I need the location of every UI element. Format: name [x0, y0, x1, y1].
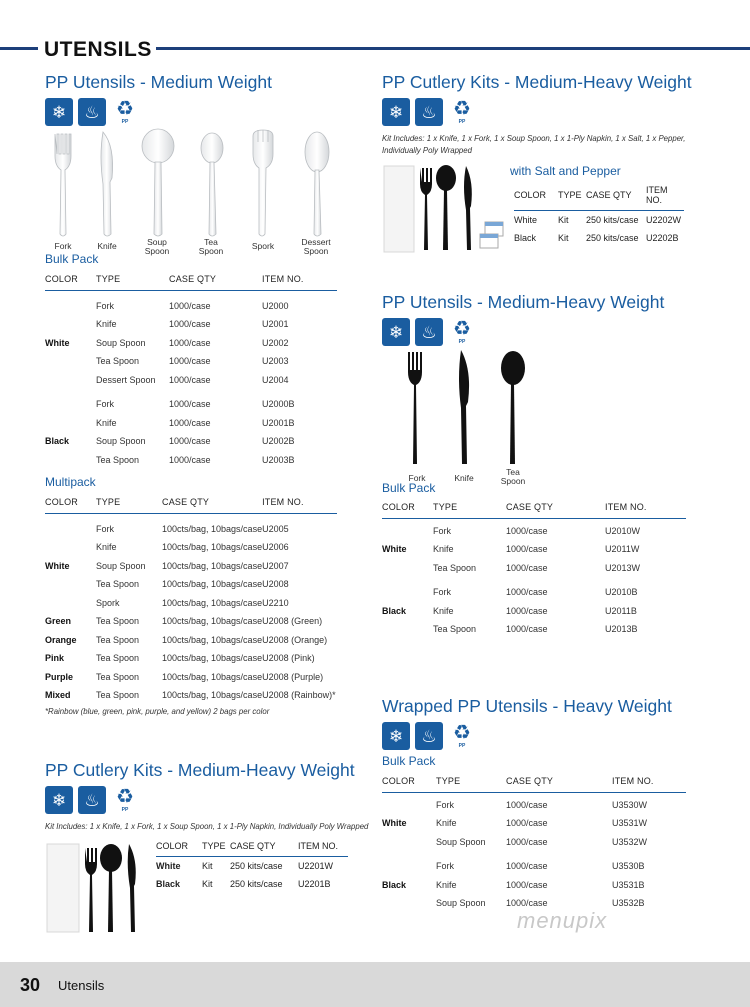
freezer-icon: ❄ [382, 98, 410, 126]
section-title: PP Cutlery Kits - Medium-Heavy Weight [382, 72, 692, 92]
table-row: Tea Spoon 1000/case U2003 [96, 356, 289, 367]
bulk-pack-title: Bulk Pack [382, 481, 436, 495]
multipack-rows [45, 514, 337, 705]
col-item-no: ITEM NO. [262, 493, 337, 514]
hot-food-icon: ♨ [78, 786, 106, 814]
hot-food-icon: ♨ [78, 98, 106, 126]
kit-block [45, 838, 337, 938]
spork-image [253, 130, 273, 236]
bulk-rows [45, 291, 337, 470]
label-tea-spoon: Tea Spoon [500, 467, 526, 486]
col-item-no: ITEM NO. [605, 498, 686, 519]
knife-image [101, 132, 113, 236]
table-row: Tea Spoon 1000/case U2013B [433, 624, 638, 635]
col-color: COLOR [382, 498, 433, 519]
black-kit-image [45, 838, 145, 936]
table-row: Fork 1000/case U2010B [433, 587, 638, 598]
table-row: White Knife 1000/case U2011W [382, 544, 640, 555]
table-row: Black Knife 1000/case U2011B [382, 605, 637, 616]
table-row: Fork 1000/case U2000B [96, 399, 295, 410]
col-color: COLOR [156, 838, 202, 857]
label-spork: Spork [251, 241, 275, 251]
col-case-qty: CASE QTY [230, 838, 298, 857]
kit-block [382, 164, 687, 256]
table-row: Black Soup Spoon 1000/case U2002B [45, 436, 295, 447]
section-cutlery-kits-left [45, 760, 369, 938]
recycle-pp-icon [448, 722, 476, 750]
col-item-no: ITEM NO. [262, 270, 337, 291]
table-header-row [382, 772, 686, 793]
bulk-pack-title: Bulk Pack [382, 754, 436, 768]
label-tea-spoon: Tea Spoon [198, 237, 224, 256]
col-item-no: ITEM NO. [646, 182, 684, 211]
table-header-row [382, 498, 686, 519]
recycle-pp-icon [111, 786, 139, 814]
table-row: White Knife 1000/case U3531W [382, 818, 648, 829]
table-header-row [156, 838, 348, 857]
utensil-illustrations [382, 346, 687, 486]
table-header-row [45, 270, 337, 291]
table-row: Soup Spoon 1000/case U3532W [436, 836, 648, 847]
label-knife: Knife [97, 241, 117, 251]
utensil-illustrations [45, 126, 337, 256]
page-title: UTENSILS [44, 38, 152, 61]
hot-food-icon: ♨ [415, 98, 443, 126]
col-case-qty: CASE QTY [586, 182, 646, 211]
recycle-pp-icon [448, 318, 476, 346]
hot-food-icon: ♨ [415, 318, 443, 346]
section-title: Wrapped PP Utensils - Heavy Weight [382, 696, 672, 716]
col-color: COLOR [382, 772, 436, 793]
table-row: Black Kit 250 kits/case U2201B [156, 878, 331, 889]
table-row: White Kit 250 kits/case U2202W [514, 214, 682, 225]
multipack-title: Multipack [45, 475, 96, 489]
recycle-code: PP [121, 806, 129, 813]
table-row: Fork 1000/case U3530W [436, 799, 648, 810]
col-color: COLOR [514, 182, 558, 211]
table-row: Green Tea Spoon 100cts/bag, 10bags/case U2008 (Green) [45, 616, 323, 627]
kit-includes-note-2: Individually Poly Wrapped [382, 145, 472, 155]
feature-icons [382, 722, 687, 750]
feature-icons [45, 98, 337, 126]
recycle-pp-icon [448, 98, 476, 126]
kit-includes-note: Kit Includes: 1 x Knife, 1 x Fork, 1 x Soup Spoon, 1 x 1-Ply Napkin, Individually Poly Wrapped [45, 821, 369, 831]
col-type: TYPE [96, 493, 162, 514]
table-row: Black Kit 250 kits/case U2202B [514, 232, 679, 243]
recycle-symbol: ♻ [453, 317, 471, 340]
table-row: White Soup Spoon 1000/case U2002 [45, 337, 289, 348]
table-header-row [514, 182, 684, 211]
col-type: TYPE [96, 270, 169, 291]
table-row: White Kit 250 kits/case U2201W [156, 860, 334, 871]
table-row: Knife 1000/case U2001 [96, 319, 289, 330]
col-type: TYPE [436, 772, 506, 793]
recycle-code: PP [458, 338, 466, 345]
table-row: Purple Tea Spoon 100cts/bag, 10bags/case U2008 (Purple) [45, 671, 324, 682]
section-title: PP Utensils - Medium-Heavy Weight [382, 292, 665, 312]
watermark: menupix [517, 908, 608, 933]
col-case-qty: CASE QTY [169, 270, 262, 291]
col-type: TYPE [202, 838, 230, 857]
hot-food-icon: ♨ [415, 722, 443, 750]
salt-pepper-subtitle: with Salt and Pepper [510, 164, 621, 178]
label-knife: Knife [454, 473, 474, 483]
feature-icons [382, 318, 687, 346]
footer-section-label: Utensils [58, 978, 105, 993]
black-utensils-image [382, 350, 542, 468]
white-utensils-image [45, 126, 337, 238]
freezer-icon: ❄ [45, 786, 73, 814]
table-row: Pink Tea Spoon 100cts/bag, 10bags/case U2008 (Pink) [45, 653, 315, 664]
recycle-symbol: ♻ [116, 785, 134, 808]
col-type: TYPE [558, 182, 586, 211]
feature-icons [45, 786, 337, 814]
recycle-symbol: ♻ [453, 721, 471, 744]
tea-spoon-image [201, 133, 223, 236]
recycle-symbol: ♻ [453, 97, 471, 120]
recycle-code: PP [121, 118, 129, 125]
col-type: TYPE [433, 498, 506, 519]
table-row: Tea Spoon 100cts/bag, 10bags/case U2008 [96, 579, 289, 590]
bulk-pack-table [382, 772, 686, 913]
table-row: Knife 100cts/bag, 10bags/case U2006 [96, 542, 289, 553]
feature-icons [382, 98, 687, 126]
kit-table [156, 838, 348, 893]
table-row: Fork 100cts/bag, 10bags/case U2005 [96, 523, 289, 534]
table-row: White Soup Spoon 100cts/bag, 10bags/case U2007 [45, 560, 289, 571]
table-header-row [45, 493, 337, 514]
table-row: Knife 1000/case U2001B [96, 417, 295, 428]
multipack-table [45, 493, 337, 705]
table-row: Spork 100cts/bag, 10bags/case U2210 [96, 597, 289, 608]
dessert-spoon-image [305, 132, 329, 236]
section-title: PP Cutlery Kits - Medium-Heavy Weight [45, 760, 355, 780]
page-header [0, 38, 750, 60]
table-row: Fork 1000/case U3530B [436, 861, 645, 872]
table-row: Dessert Spoon 1000/case U2004 [96, 374, 289, 385]
label-fork: Fork [408, 473, 426, 483]
table-row: Tea Spoon 1000/case U2013W [433, 562, 641, 573]
soup-spoon-image [142, 129, 174, 236]
label-fork: Fork [54, 241, 72, 251]
header-rule-left [0, 47, 38, 50]
recycle-code: PP [458, 118, 466, 125]
recycle-code: PP [458, 742, 466, 749]
section-wrapped-utensils [382, 696, 687, 913]
table-row: Tea Spoon 1000/case U2003B [96, 454, 295, 465]
label-dessert-spoon: Dessert Spoon [301, 237, 331, 256]
freezer-icon: ❄ [382, 318, 410, 346]
table-row: Fork 1000/case U2010W [433, 525, 641, 536]
black-kit-salt-pepper-image [382, 164, 507, 256]
freezer-icon: ❄ [45, 98, 73, 126]
col-color: COLOR [45, 270, 96, 291]
label-soup-spoon: Soup Spoon [144, 237, 170, 256]
freezer-icon: ❄ [382, 722, 410, 750]
fork-image [55, 134, 71, 236]
col-color: COLOR [45, 493, 96, 514]
page-footer [0, 962, 750, 1007]
col-item-no: ITEM NO. [298, 838, 348, 857]
col-case-qty: CASE QTY [506, 498, 605, 519]
section-cutlery-kits-salt-pepper [382, 72, 692, 256]
recycle-pp-icon [111, 98, 139, 126]
kit-includes-note-1: Kit Includes: 1 x Knife, 1 x Fork, 1 x Soup Spoon, 1 x 1-Ply Napkin, 1 x Salt, 1 x Pepper, [382, 133, 686, 143]
table-row: Orange Tea Spoon 100cts/bag, 10bags/case U2008 (Orange) [45, 634, 328, 645]
table-row: Black Knife 1000/case U3531B [382, 879, 645, 890]
header-rule-right [156, 47, 750, 50]
col-case-qty: CASE QTY [162, 493, 262, 514]
col-case-qty: CASE QTY [506, 772, 612, 793]
section-pp-utensils-medium [45, 72, 337, 716]
section-pp-utensils-medium-heavy [382, 292, 687, 639]
kit-table [514, 182, 684, 247]
bulk-pack-table [382, 498, 686, 639]
table-row: Fork 1000/case U2000 [96, 300, 289, 311]
section-title: PP Utensils - Medium Weight [45, 72, 272, 92]
recycle-symbol: ♻ [116, 97, 134, 120]
rainbow-footnote: *Rainbow (blue, green, pink, purple, and yellow) 2 bags per color [45, 705, 270, 716]
table-row: Soup Spoon 1000/case U3532B [436, 898, 645, 909]
table-row: Mixed Tea Spoon 100cts/bag, 10bags/case U2008 (Rainbow)* [45, 690, 336, 701]
page-number: 30 [20, 975, 41, 995]
bulk-pack-title: Bulk Pack [45, 252, 99, 266]
col-item-no: ITEM NO. [612, 772, 686, 793]
bulk-pack-table [45, 270, 337, 469]
